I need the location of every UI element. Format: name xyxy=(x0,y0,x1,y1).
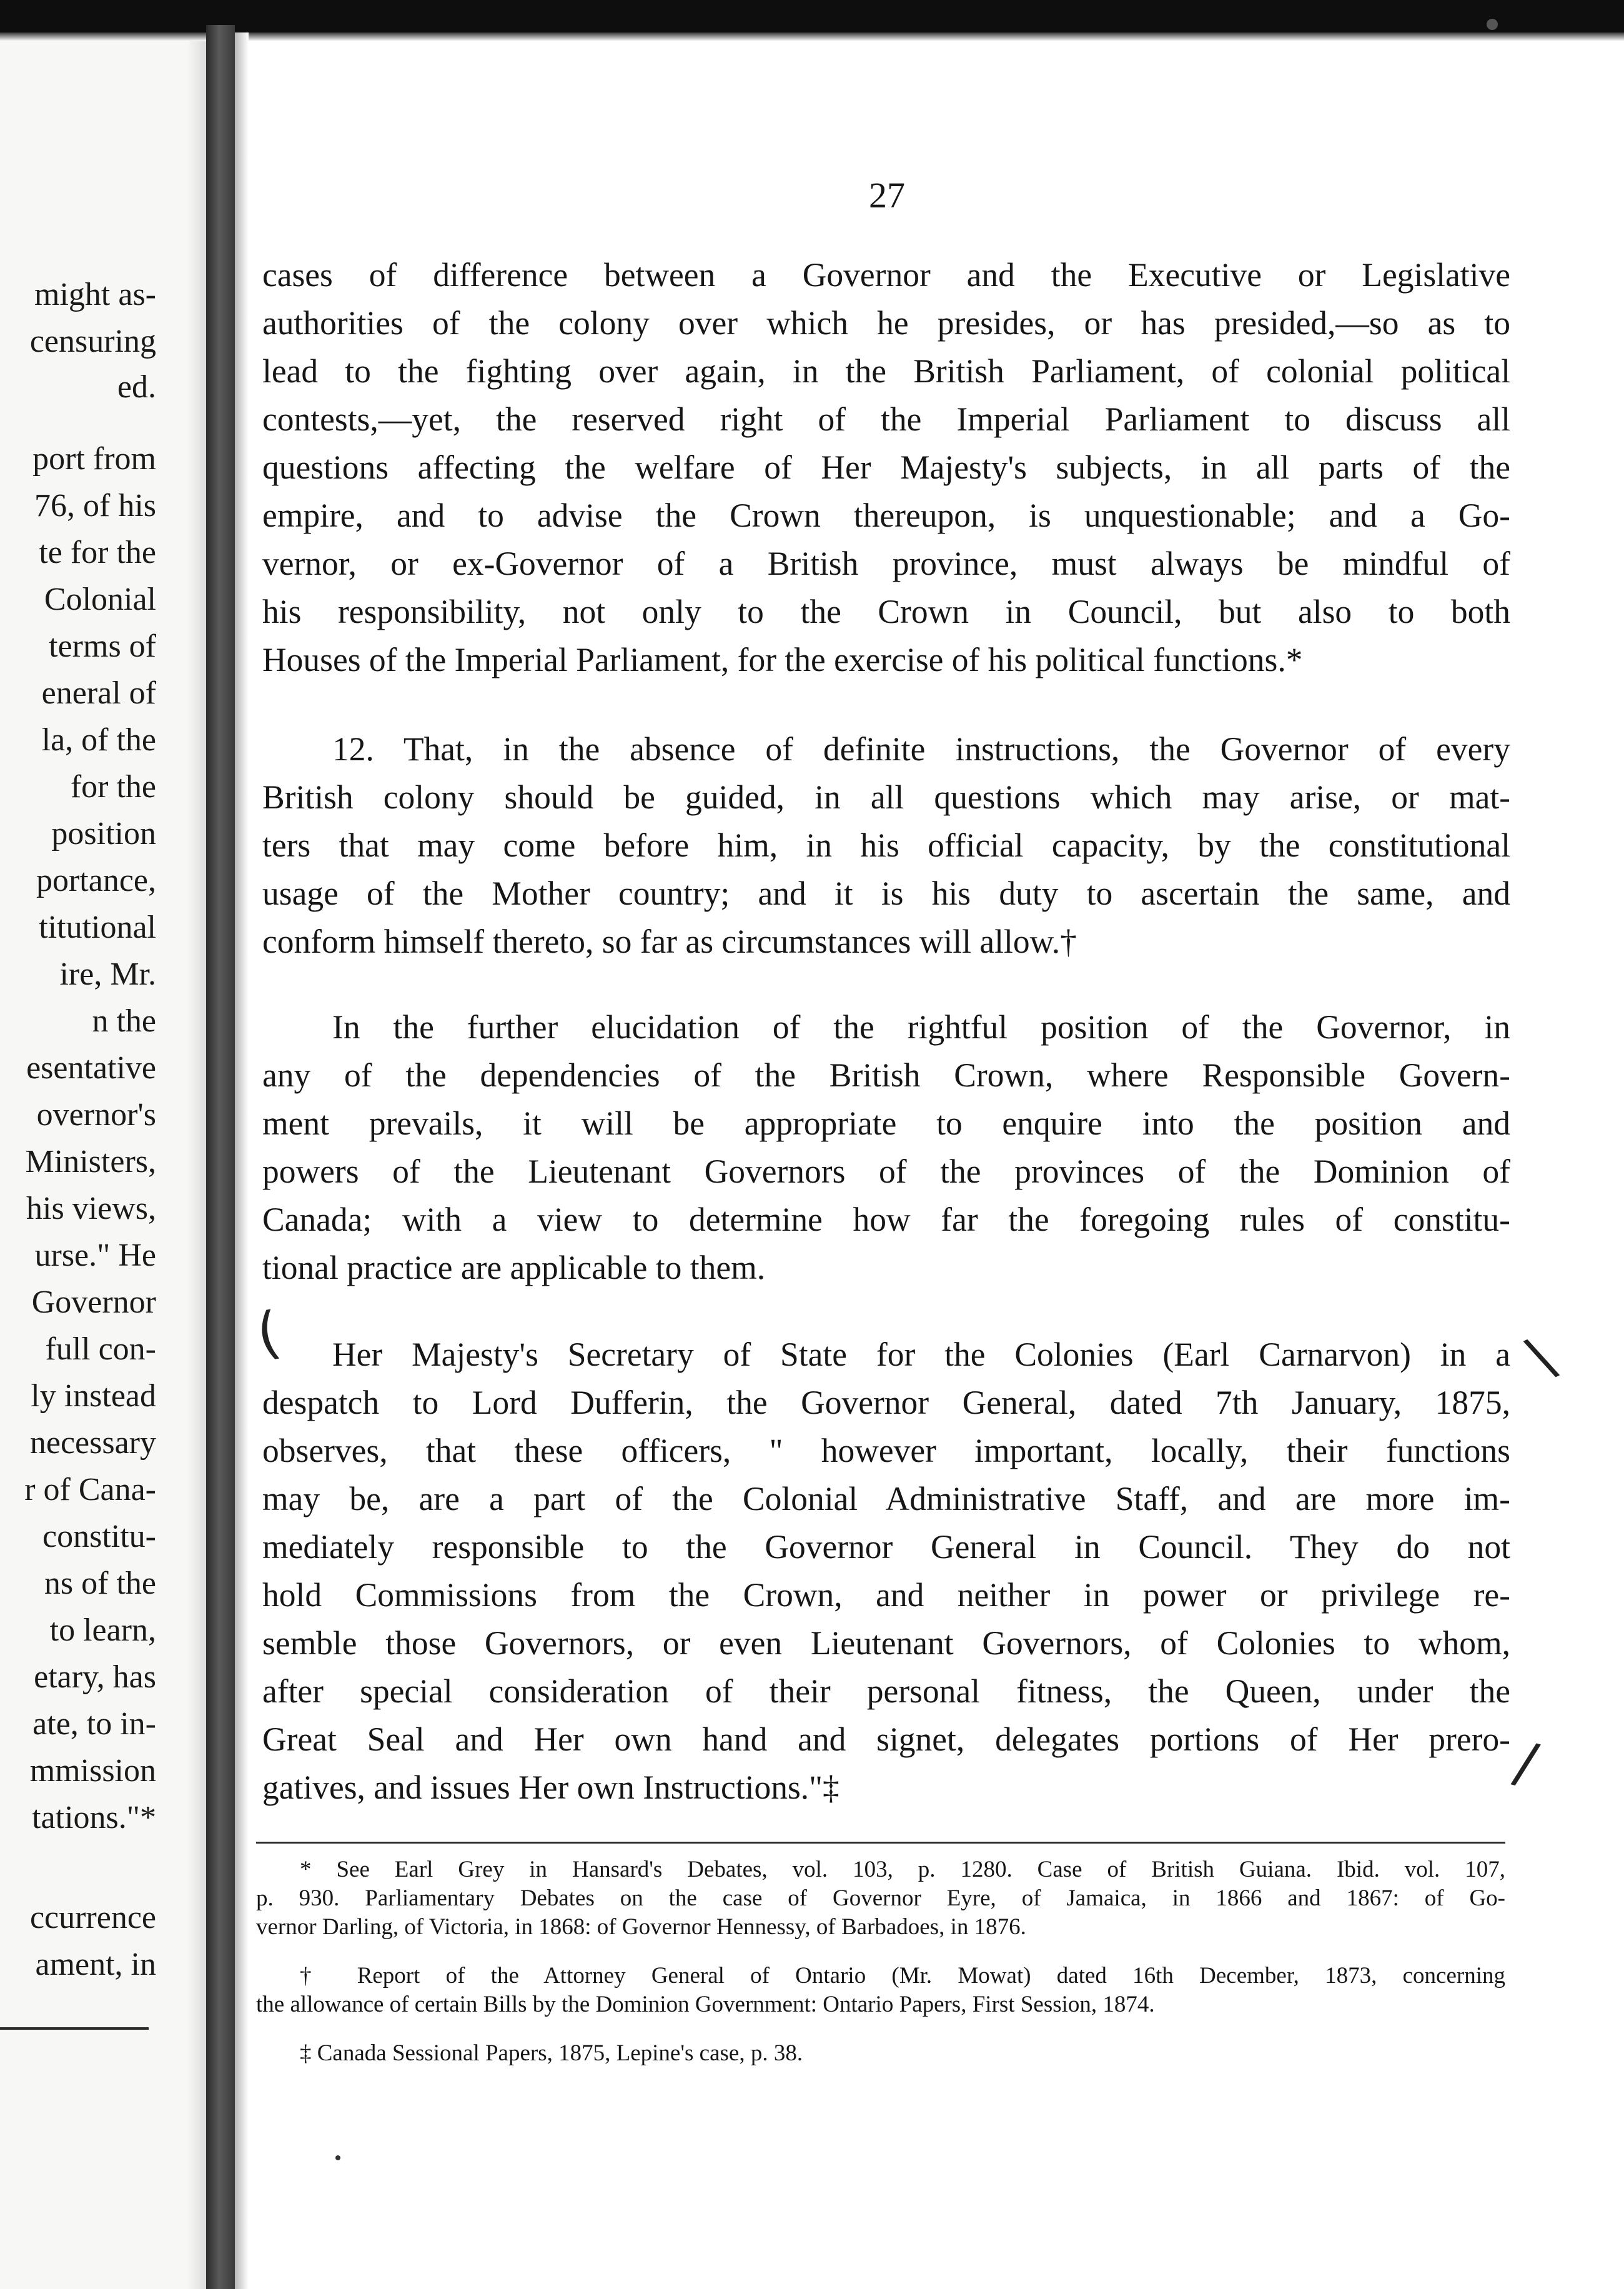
facing-page-text-line: might as- xyxy=(34,277,156,312)
paragraph-2 xyxy=(262,725,1510,966)
facing-page-text-line: for the xyxy=(70,769,156,805)
facing-page-text-line: necessary xyxy=(29,1425,156,1461)
text-line: observes, that these officers, " however important, locally, their functions xyxy=(262,1432,1510,1469)
facing-page-text-line: te for the xyxy=(39,535,156,570)
facing-page-text-line: to learn, xyxy=(49,1612,156,1648)
facing-page-text-line: r of Cana- xyxy=(24,1472,156,1507)
page-number: 27 xyxy=(869,175,905,216)
footnote-line: † Report of the Attorney General of Ontario (Mr. Mowat) dated 16th December, 1873, concerning xyxy=(300,1963,1505,1989)
footnote-line: vernor Darling, of Victoria, in 1868: of Governor Hennessy, of Barbadoes, in 1876. xyxy=(256,1914,1026,1940)
text-line: lead to the fighting over again, in the British Parliament, of colonial political xyxy=(262,352,1510,390)
footnote-line: the allowance of certain Bills by the Dominion Government: Ontario Papers, First Session, 1874. xyxy=(256,1992,1155,2017)
text-line: conform himself thereto, so far as circumstances will allow.† xyxy=(262,923,1077,960)
facing-page-text-line: port from xyxy=(32,441,156,477)
text-line: powers of the Lieutenant Governors of the provinces of the Dominion of xyxy=(262,1153,1510,1190)
footnote-dagger xyxy=(256,1962,1505,2019)
facing-page-text-line: 76, of his xyxy=(34,488,156,524)
footnote-line: p. 930. Parliamentary Debates on the case of Governor Eyre, of Jamaica, in 1866 and 1867: of Go- xyxy=(256,1885,1505,1911)
facing-page-text-line: Ministers, xyxy=(25,1144,156,1179)
scan-speck xyxy=(335,2155,340,2160)
body-text xyxy=(262,251,1510,1812)
facing-page-text-line: ed. xyxy=(117,369,156,405)
facing-page-text-line: eneral of xyxy=(41,675,156,711)
text-line: gatives, and issues Her own Instructions."‡ xyxy=(262,1769,839,1806)
footnote-gap xyxy=(256,1942,1505,1962)
facing-page-text-line: censuring xyxy=(29,324,156,359)
text-line: any of the dependencies of the British Crown, where Responsible Govern- xyxy=(262,1056,1510,1094)
text-line: semble those Governors, or even Lieutenant Governors, of Colonies to whom, xyxy=(262,1624,1510,1662)
facing-page-text-line: overnor's xyxy=(36,1097,156,1133)
scan-top-border xyxy=(0,0,1624,32)
facing-page-text-line: his views, xyxy=(26,1191,156,1226)
paragraph-gap xyxy=(262,684,1510,725)
paragraph-gap xyxy=(262,966,1510,1003)
text-line: ment prevails, it will be appropriate to enquire into the position and xyxy=(262,1105,1510,1142)
text-line: hold Commissions from the Crown, and neither in power or privilege re- xyxy=(262,1576,1510,1614)
facing-page-text-line: Governor xyxy=(31,1284,156,1320)
text-line: Canada; with a view to determine how far the foregoing rules of constitu- xyxy=(262,1201,1510,1238)
text-line: tional practice are applicable to them. xyxy=(262,1249,766,1286)
facing-page-text-line: portance, xyxy=(36,863,156,898)
text-line: questions affecting the welfare of Her Majesty's subjects, in all parts of the xyxy=(262,449,1510,486)
facing-page-text-line: constitu- xyxy=(42,1519,156,1554)
text-line: after special consideration of their personal fitness, the Queen, under the xyxy=(262,1672,1510,1710)
facing-page-text-line: full con- xyxy=(45,1331,156,1367)
text-line: British colony should be guided, in all questions which may arise, or mat- xyxy=(262,778,1510,816)
text-line: empire, and to advise the Crown thereupon, is unquestionable; and a Go- xyxy=(262,497,1510,534)
facing-page-text-line: urse." He xyxy=(34,1238,156,1273)
facing-page-text-line: titutional xyxy=(39,910,156,945)
facing-page-text-line: Colonial xyxy=(44,582,156,617)
text-line: may be, are a part of the Colonial Administrative Staff, and are more im- xyxy=(262,1480,1510,1517)
footnote-double-dagger xyxy=(256,2039,1505,2068)
scan-speck xyxy=(1487,19,1498,30)
facing-page-text-line: la, of the xyxy=(41,722,156,758)
text-line: Her Majesty's Secretary of State for the Colonies (Earl Carnarvon) in a xyxy=(332,1336,1510,1373)
paragraph-3 xyxy=(262,1003,1510,1292)
footnote-rule xyxy=(256,1842,1505,1844)
facing-page-text-line: n the xyxy=(92,1003,156,1039)
text-line: mediately responsible to the Governor General in Council. They do not xyxy=(262,1528,1510,1566)
facing-page-text-line: ament, in xyxy=(35,1947,156,1982)
text-line: authorities of the colony over which he presides, or has presided,—so as to xyxy=(262,304,1510,342)
facing-page-text-line: mmission xyxy=(29,1753,156,1789)
facing-page-text-line: tations."* xyxy=(32,1800,156,1835)
facing-page-text-line: position xyxy=(51,816,156,852)
facing-page-shadow xyxy=(187,41,206,2289)
facing-page-text-line: ate, to in- xyxy=(32,1706,156,1742)
book-gutter xyxy=(206,25,235,2289)
footnote-line: ‡ Canada Sessional Papers, 1875, Lepine's case, p. 38. xyxy=(300,2040,803,2066)
scan-bracket-mark-left: ( xyxy=(252,1299,285,1368)
facing-page-text-line: esentative xyxy=(26,1050,156,1086)
page-edge-shadow xyxy=(235,32,249,2289)
paragraph-4 xyxy=(262,1331,1510,1812)
facing-page-text-line: ns of the xyxy=(44,1566,156,1601)
text-line: Great Seal and Her own hand and signet, delegates portions of Her prero- xyxy=(262,1720,1510,1758)
text-line: Houses of the Imperial Parliament, for the exercise of his political functions.* xyxy=(262,641,1303,678)
text-line: 12. That, in the absence of definite instructions, the Governor of every xyxy=(332,730,1510,768)
text-line: vernor, or ex-Governor of a British province, must always be mindful of xyxy=(262,545,1510,582)
facing-page-fragment xyxy=(0,41,206,2289)
footnote-line: * See Earl Grey in Hansard's Debates, vol. 103, p. 1280. Case of British Guiana. Ibid. vol. 107, xyxy=(300,1857,1505,1882)
text-line: his responsibility, not only to the Crown in Council, but also to both xyxy=(262,593,1510,630)
text-line: despatch to Lord Dufferin, the Governor General, dated 7th January, 1875, xyxy=(262,1384,1510,1421)
facing-page-text-line: etary, has xyxy=(34,1659,156,1695)
facing-page-text-line: terms of xyxy=(49,628,156,664)
facing-page-text-line: ly instead xyxy=(31,1378,156,1414)
text-line: usage of the Mother country; and it is his duty to ascertain the same, and xyxy=(262,875,1510,912)
text-line: contests,—yet, the reserved right of the Imperial Parliament to discuss all xyxy=(262,400,1510,438)
paragraph-gap xyxy=(262,1292,1510,1331)
text-line: ters that may come before him, in his official capacity, by the constitutional xyxy=(262,827,1510,864)
facing-page-text-line: ccurrence xyxy=(29,1900,156,1935)
footnote-asterisk xyxy=(256,1855,1505,1942)
facing-page-text-line: ire, Mr. xyxy=(59,956,156,992)
scan-bracket-mark-right-top: \ xyxy=(1518,1323,1564,1391)
facing-page-footnote-rule xyxy=(0,2027,149,2030)
paragraph-1 xyxy=(262,251,1510,684)
text-line: In the further elucidation of the rightful position of the Governor, in xyxy=(332,1008,1510,1046)
scan-bracket-mark-right-bottom: / xyxy=(1508,1729,1544,1798)
text-line: cases of difference between a Governor and the Executive or Legislative xyxy=(262,256,1510,294)
footnote-gap xyxy=(256,2019,1505,2039)
footnotes xyxy=(256,1855,1505,2068)
